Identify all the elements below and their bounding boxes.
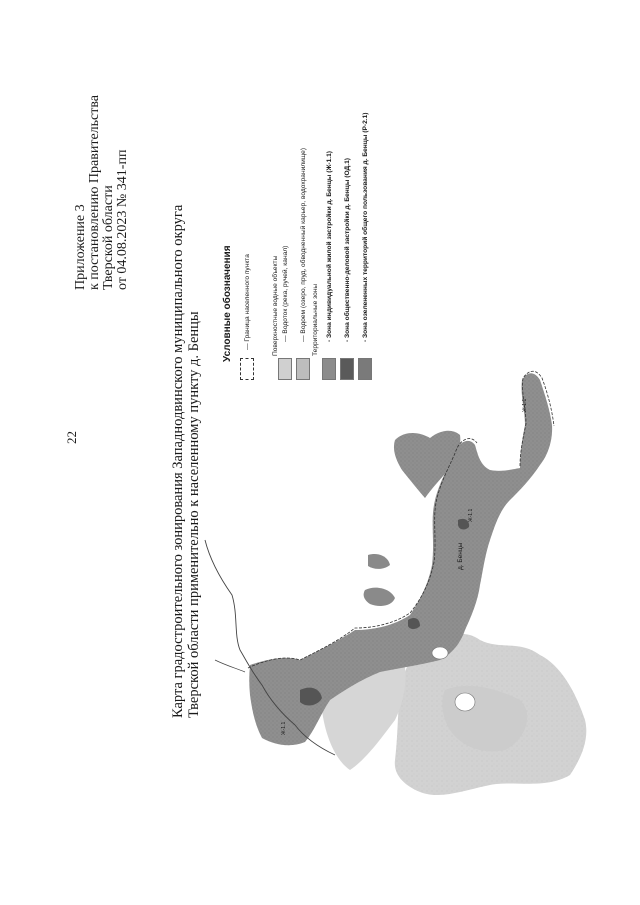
appendix-line-3: Тверской области [101, 185, 116, 290]
appendix-line-2: к постановлению Правительства [87, 94, 102, 290]
waterbody-1 [432, 647, 448, 659]
legend-water-heading: Поверхностные водные объекты [272, 255, 279, 356]
zone-label-3: Ж-1.1 [281, 721, 287, 735]
legend-green-label: - Зона озелененных территорий общего пользования д. Бенцы (Р-2.1) [362, 112, 369, 342]
zone-residential-left [364, 588, 395, 606]
zone-label-2: Ж-1.1 [522, 398, 528, 412]
legend-swatch-green [358, 358, 372, 380]
village-label: д. Бенцы [457, 542, 464, 570]
waterbody-2 [455, 693, 475, 711]
legend-swatch-watercourse [278, 358, 292, 380]
legend-zones-heading: Территориальные зоны [312, 283, 319, 356]
appendix-line-4: от 04.08.2023 № 341-пп [115, 149, 130, 290]
legend-boundary-label: — Граница населенного пункта [244, 254, 251, 350]
watercourse-line-2 [215, 660, 245, 672]
legend-heading: Условные обозначения [222, 245, 233, 362]
zone-residential-left2 [368, 554, 390, 569]
legend-watercourse-label: — Водоток (река, ручей, канал) [282, 245, 289, 342]
legend-swatch-waterbody [296, 358, 310, 380]
legend-residential-label: - Зона индивидуальной жилой застройки д. Бенцы (Ж-1.1) [326, 151, 333, 342]
legend-swatch-boundary [240, 358, 254, 380]
title-line-2: Тверской области применительно к населенному пункту д. Бенцы [186, 311, 202, 718]
legend-waterbody-label: — Водоем (озеро, пруд, обводненный карьер, водохранилище) [300, 147, 307, 342]
legend-business-label: - Зона общественно-деловой застройки д. Бенцы (ОД.1) [344, 158, 351, 342]
zone-label-1: Ж-1.1 [468, 508, 474, 522]
legend-swatch-residential [322, 358, 336, 380]
page-number: 22 [64, 431, 79, 444]
appendix-line-1: Приложение 3 [73, 204, 88, 290]
legend-swatch-business [340, 358, 354, 380]
title-line-1: Карта градостроительного зонирования Западнодвинского муниципального округа [170, 204, 186, 718]
